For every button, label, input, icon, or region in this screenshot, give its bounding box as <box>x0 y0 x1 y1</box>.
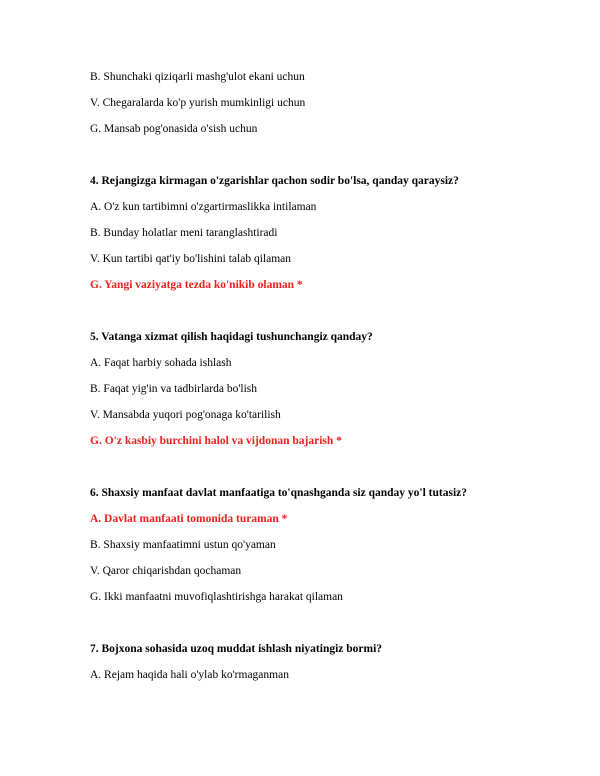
answer-option-3g: G. Mansab pog'onasida o'sish uchun <box>90 123 258 135</box>
correct-answer-5g: G. O'z kasbiy burchini halol va vijdonan bajarish * <box>90 435 342 447</box>
answer-option-4v: V. Kun tartibi qat'iy bo'lishini talab qilaman <box>90 253 292 265</box>
answer-option-6v: V. Qaror chiqarishdan qochaman <box>90 565 242 577</box>
correct-answer-6a: A. Davlat manfaati tomonida turaman * <box>90 513 288 525</box>
question-4: 4. Rejangizga kirmagan o'zgarishlar qachon sodir bo'lsa, qanday qaraysiz? <box>90 175 459 187</box>
answer-option-4a: A. O'z kun tartibimni o'zgartirmaslikka intilaman <box>90 201 317 213</box>
question-7: 7. Bojxona sohasida uzoq muddat ishlash niyatingiz bormi? <box>90 643 383 655</box>
answer-option-7a: A. Rejam haqida hali o'ylab ko'rmaganman <box>90 669 289 681</box>
answer-option-6b: B. Shaxsiy manfaatimni ustun qo'yaman <box>90 539 276 551</box>
correct-answer-4g: G. Yangi vaziyatga tezda ko'nikib olaman * <box>90 279 303 291</box>
answer-option-5b: B. Faqat yig'in va tadbirlarda bo'lish <box>90 383 258 395</box>
question-5: 5. Vatanga xizmat qilish haqidagi tushunchangiz qanday? <box>90 331 373 343</box>
answer-option-3b: B. Shunchaki qiziqarli mashg'ulot ekani uchun <box>90 71 305 83</box>
question-6: 6. Shaxsiy manfaat davlat manfaatiga to'qnashganda siz qanday yo'l tutasiz? <box>90 487 468 499</box>
answer-option-6g: G. Ikki manfaatni muvofiqlashtirishga harakat qilaman <box>90 591 343 603</box>
answer-option-3v: V. Chegaralarda ko'p yurish mumkinligi uchun <box>90 97 306 109</box>
answer-option-5v: V. Mansabda yuqori pog'onaga ko'tarilish <box>90 409 281 421</box>
answer-option-4b: B. Bunday holatlar meni taranglashtiradi <box>90 227 278 239</box>
answer-option-5a: A. Faqat harbiy sohada ishlash <box>90 357 232 369</box>
